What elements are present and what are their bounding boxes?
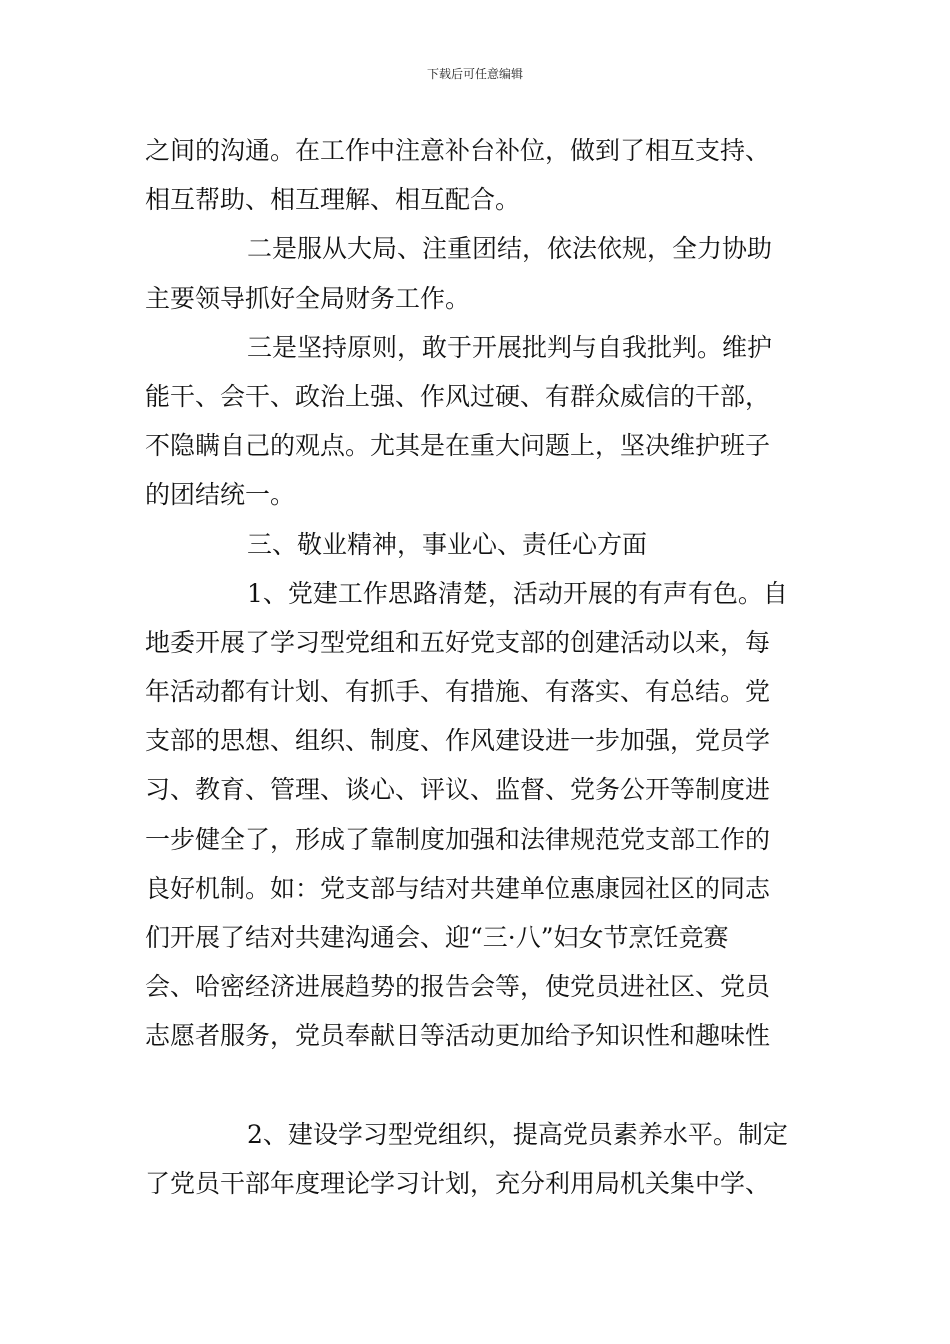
document-body — [145, 126, 810, 1208]
text-line: 会、哈密经济进展趋势的报告会等，使党员进社区、党员 — [145, 972, 771, 1002]
text-line: 相互帮助、相互理解、相互配合。 — [145, 185, 521, 215]
text-line: 良好机制。如：党支部与结对共建单位惠康园社区的同志 — [145, 873, 771, 903]
text-line: 不隐瞒自己的观点。尤其是在重大问题上，坚决维护班子 — [145, 431, 771, 461]
text-line: 之间的沟通。在工作中注意补台补位，做到了相互支持、 — [145, 136, 771, 165]
page-header: 下载后可任意编辑 — [426, 67, 523, 81]
text-line: 地委开展了学习型党组和五好党支部的创建活动以来，每 — [145, 627, 771, 657]
paragraph-start-line: 1、党建工作思路清楚，活动开展的有声有色。自 — [247, 578, 788, 608]
text-line: 年活动都有计划、有抓手、有措施、有落实、有总结。党 — [145, 677, 771, 707]
text-line: 能干、会干、政治上强、作风过硬、有群众威信的干部， — [145, 381, 771, 411]
paragraph-start-line: 三是坚持原则，敢于开展批判与自我批判。维护 — [247, 332, 773, 362]
paragraph-start-line: 2、建设学习型党组织，提高党员素养水平。制定 — [247, 1119, 788, 1149]
text-line: 主要领导抓好全局财务工作。 — [145, 283, 471, 313]
section-heading: 三、敬业精神，事业心、责任心方面 — [247, 529, 648, 559]
text-line: 志愿者服务，党员奉献日等活动更加给予知识性和趣味性 — [145, 1021, 771, 1051]
paragraph-start-line: 二是服从大局、注重团结，依法依规，全力协助 — [247, 234, 773, 264]
text-line: 了党员干部年度理论学习计划，充分利用局机关集中学、 — [145, 1168, 771, 1198]
text-line: 习、教育、管理、谈心、评议、监督、党务公开等制度进 — [145, 775, 771, 805]
text-line: 的团结统一。 — [145, 480, 296, 510]
text-line: 一步健全了，形成了靠制度加强和法律规范党支部工作的 — [145, 824, 771, 854]
text-line: 们开展了结对共建沟通会、迎“三·八”妇女节烹饪竞赛 — [145, 923, 729, 952]
text-line: 支部的思想、组织、制度、作风建设进一步加强，党员学 — [145, 726, 771, 756]
paragraph-gap — [145, 1061, 810, 1110]
